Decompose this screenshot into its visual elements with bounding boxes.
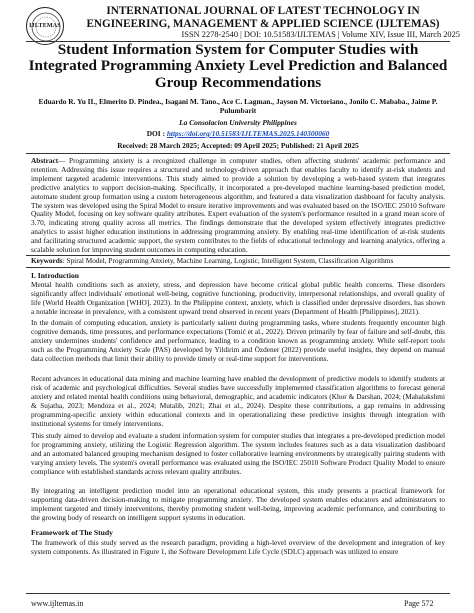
intro-paragraph-4: This study aimed to develop and evaluate a student information system for computer studies that integrates a pre-developed prediction model for programming anxiety, utilizing the Logistic Regression algorithm. The system includes features such as a data visualization dashboard and an automated balanced grouping mechanism designed to foster collaborative learning environments by strategically pairing students with varying anxiety levels. The system's overall performance was evaluated using the ISO/IEC 25010 Software Product Quality Model to ensure compliance with established standards across relevant quality attributes. [31, 431, 445, 476]
doi-line [26, 129, 450, 138]
paper-title: Student Information System for Computer Studies with Integrated Programming Anxiety Level Prediction and Balanced Group Recommendations [28, 41, 448, 91]
author-list: Eduardo R. Yu II., Elmerito D. Pindea., Isagani M. Tano., Ace C. Lagman., Jayson M. Victoriano., Jonilo C. Mababa., Jaime P. Pulumbarit [38, 97, 438, 116]
abstract-text: — Programming anxiety is a recognized challenge in computer studies, often affecting students' academic performance and retention. Addressing this issue requires a structured and technology-driven approach that enables faculty to identify at-risk students and implement targeted academic interventions. This study aimed to provide a solution by developing a web-based system that integrates predictive analytics to support decision-making. Specifically, it incorporated a pre-developed machine learning-based prediction model, automate student group formation using a custom heterogeneous algorithm, and featured a data visualization dashboard for faculty analysis. The system was developed using the Spiral Model to ensure iterative improvements and was evaluated based on the ISO/IEC 25010 Software Quality Model, focusing on key software quality attributes. Expert evaluation of the system's performance resulted in a grand mean score of 3.70, indicating strong quality across all metrics. The findings demonstrate that the developed system effectively integrates predictive analytics to assist higher education institutions in addressing programming anxiety. By enabling real-time identification of at-risk students and facilitating structured academic support, the system contributes to the fields of educational technology and learning analytics, offering a scalable solution for improving student outcomes in computing education. [31, 156, 445, 255]
abstract-label: Abstract [31, 156, 59, 165]
journal-logo-text: IJLTEMAS [29, 23, 61, 29]
keywords-divider [26, 267, 450, 268]
framework-paragraph-1: The framework of this study served as the research paradigm, providing a high-level overview of the development and integration of key system components. As illustrated in Figure 1, the Software Development Life Cycle (SDLC) approach was utilized to ensure [31, 538, 445, 556]
doi-link[interactable]: https://doi.org/10.51583/IJLTEMAS.2025.140300060 [166, 129, 330, 138]
journal-logo [26, 7, 64, 45]
intro-paragraph-2: In the domain of computing education, anxiety is particularly salient during programming tasks, where students frequently encounter high cognitive demands, time pressures, and performance expectations (Tomić et al., 2022). Driven primarily by fear of failure and self-doubt, this anxiety undermines students' confidence and performance, leading to a condition known as programming anxiety. While self-report tools such as the Programming Anxiety Scale (PAS) developed by Yildirim and Özdener (2022) provide useful insights, they depend on manual data collection methods that limit their ability to provide timely or real-time support for interventions. [31, 318, 445, 363]
intro-paragraph-3: Recent advances in educational data mining and machine learning have enabled the development of predictive models to identify students at risk of academic and psychological difficulties. Several studies have successfully implemented classification algorithms to forecast general anxiety and related mental health conditions using behavioral, demographic, and academic indicators (Khor & Darshan, 2024; (Mahalakshmi & Sujatha, 2023; Mendoza et al., 2024; Mutalib, 2021; Zhai et al., 2024). Despite these contributions, a gap remains in addressing programming-specific anxiety within educational contexts and in operationalizing these predictive insights through integration with institutional systems for timely interventions. [31, 374, 445, 428]
dates-divider [26, 153, 450, 154]
affiliation: La Consolacion University Philippines [179, 118, 297, 127]
footer-divider [26, 593, 450, 594]
keywords [31, 257, 445, 266]
issn-line: ISSN 2278-2540 | DOI: 10.51583/IJLTEMAS | Volume XIV, Issue III, March 2025 [181, 30, 460, 39]
footer-page-number: Page 572 [404, 599, 434, 608]
intro-paragraph-1: Mental health conditions such as anxiety, stress, and depression have become critical global public health concerns. These disorders significantly affect individuals' emotional well-being, cognitive functioning, productivity, interpersonal relationships, and overall quality of life (World Health Organization [WHO], 2023). In the Philippine context, anxiety, which is classified under depressive disorders, has shown a notable increase in prevalence, with a consistent upward trend observed in recent years (Department of Health [Philippines], 2021). [31, 280, 445, 316]
keywords-text: : Spiral Model, Programming Anxiety, Machine Learning, Logistic, Intelligent System, Classification Algorithms [62, 256, 394, 265]
section-heading-framework: Framework of The Study [31, 528, 113, 537]
abstract [31, 157, 445, 255]
doi-label: DOI : [146, 129, 167, 138]
intro-paragraph-5: By integrating an intelligent prediction model into an operational educational system, this study presents a practical framework for supporting data-driven decision-making to mitigate programming anxiety. The developed system enables educators and administrators to implement targeted and timely interventions, thereby promoting student well-being, improving academic performance, and contributing to the growing body of research on intelligent support systems in education. [31, 486, 445, 522]
keywords-label: Keywords [31, 256, 63, 265]
journal-title: INTERNATIONAL JOURNAL OF LATEST TECHNOLOGY IN ENGINEERING, MANAGEMENT & APPLIED SCIENCE (IJLTEMAS) [86, 5, 440, 30]
footer-website: www.ijltemas.in [31, 599, 84, 608]
publication-dates: Received: 28 March 2025; Accepted: 09 April 2025; Published: 21 April 2025 [117, 141, 359, 150]
section-heading-introduction: I. Introduction [31, 271, 79, 280]
